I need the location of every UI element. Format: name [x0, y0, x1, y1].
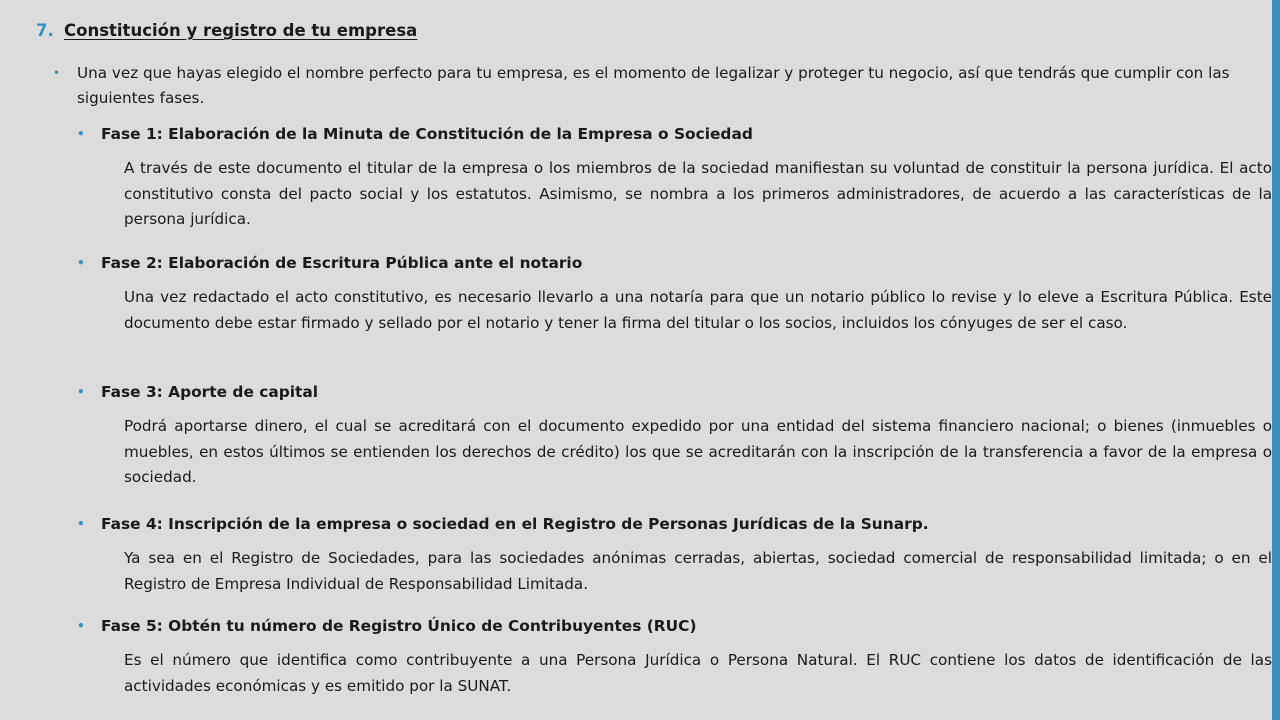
bullet-icon: • [77, 256, 85, 270]
phase-title-row [77, 512, 1272, 537]
phase-title: Fase 1: Elaboración de la Minuta de Constitución de la Empresa o Sociedad [101, 125, 753, 143]
phase-3 [77, 380, 1272, 491]
phase-title: Fase 5: Obtén tu número de Registro Único de Contribuyentes (RUC) [101, 617, 697, 635]
phase-title: Fase 4: Inscripción de la empresa o sociedad en el Registro de Personas Jurídicas de la Sunarp. [101, 515, 929, 533]
phase-body: Ya sea en el Registro de Sociedades, para las sociedades anónimas cerradas, abiertas, sociedad comercial de responsabilidad limitada; o en el Registro de Empresa Individual de Responsabilidad Limitada. [124, 549, 1272, 593]
bullet-icon: • [53, 66, 61, 80]
phase-2 [77, 251, 1272, 336]
bullet-icon: • [77, 619, 85, 633]
section-number: 7. [36, 21, 54, 40]
phase-title-row [77, 122, 1272, 147]
phase-title-row [77, 614, 1272, 639]
phase-title-row [77, 380, 1272, 405]
phase-5 [77, 614, 1272, 699]
intro-paragraph [53, 61, 1265, 111]
phase-body: Es el número que identifica como contribuyente a una Persona Jurídica o Persona Natural. El RUC contiene los datos de identificación de las actividades económicas y es emitido por la SUNAT. [124, 651, 1272, 695]
phase-body: Podrá aportarse dinero, el cual se acreditará con el documento expedido por una entidad del sistema financiero nacional; o bienes (inmuebles o muebles, en estos últimos se entienden los derechos de crédito) los que se acreditarán con la inscripción de la transferencia a favor de la empresa o sociedad. [124, 417, 1272, 486]
phase-body: Una vez redactado el acto constitutivo, es necesario llevarlo a una notaría para que un notario público lo revise y lo eleve a Escritura Pública. Este documento debe estar firmado y sellado por el notario y tener la firma del titular o los socios, incluidos los cónyuges de ser el caso. [124, 288, 1272, 332]
bullet-icon: • [77, 127, 85, 141]
phase-title: Fase 3: Aporte de capital [101, 383, 319, 401]
phase-1 [77, 122, 1272, 233]
phase-4 [77, 512, 1272, 597]
intro-text: Una vez que hayas elegido el nombre perfecto para tu empresa, es el momento de legalizar y proteger tu negocio, así que tendrás que cumplir con las siguientes fases. [77, 64, 1230, 107]
bullet-icon: • [77, 385, 85, 399]
phase-title-row [77, 251, 1272, 276]
right-edge-bar [1272, 0, 1280, 720]
section-heading [36, 21, 417, 40]
phase-body: A través de este documento el titular de la empresa o los miembros de la sociedad manifiestan su voluntad de constituir la persona jurídica. El acto constitutivo consta del pacto social y los estatutos. Asimismo, se nombra a los primeros administradores, de acuerdo a las características de la persona jurídica. [124, 159, 1272, 228]
phase-title: Fase 2: Elaboración de Escritura Pública ante el notario [101, 254, 583, 272]
bullet-icon: • [77, 517, 85, 531]
section-title: Constitución y registro de tu empresa [64, 21, 418, 40]
